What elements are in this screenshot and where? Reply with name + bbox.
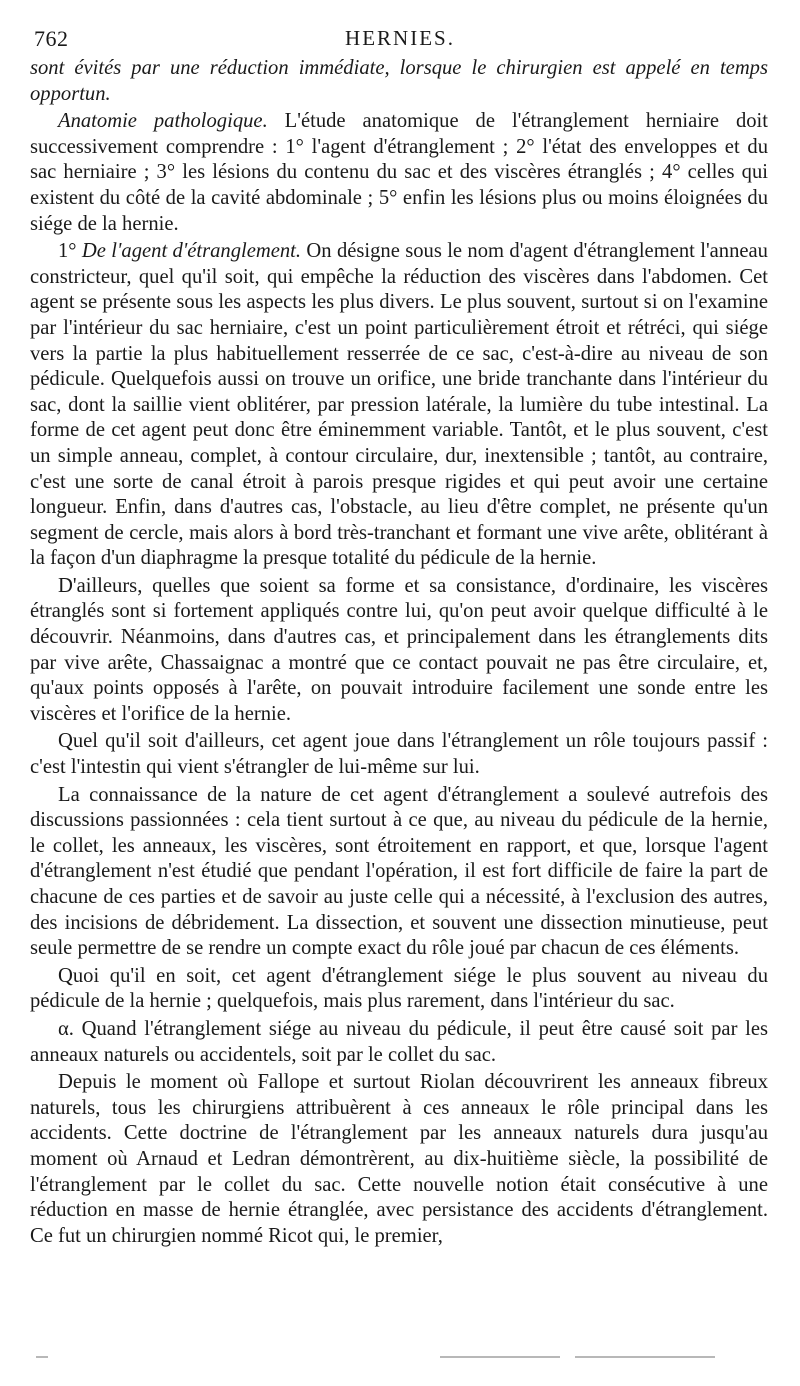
list-marker: α. <box>58 1017 74 1040</box>
paragraph: Depuis le moment où Fallope et surtout Riolan découvrirent les anneaux fibreux naturels, tous les chirurgiens attribuèrent à ces anneaux le rôle principal dans les accidents. Cette doctrine de l'étranglement par les anneaux naturels dura jusqu'au moment où Arnaud et Ledran démontrèrent, au dix-huitième siècle, la possibilité de l'étranglement par le collet du sac. Cette nouvelle notion était consécutive à une réduction en masse de hernie étranglée, avec persistance des accidents d'étranglement. Ce fut un chirurgien nommé Ricot qui, le premier, <box>30 1071 768 1247</box>
section-number: 1° <box>58 240 77 263</box>
paragraph: Quoi qu'il en soit, cet agent d'étranglement siége le plus souvent au niveau du pédicule de la hernie ; quelquefois, mais plus rarement, dans l'intérieur du sac. <box>30 964 768 1013</box>
italic-lead: sont évités par une réduction immédiate, lorsque le chirurgien est appelé en temps opportun. <box>30 57 768 105</box>
page-number: 762 <box>34 26 69 51</box>
paragraph-alpha <box>30 1017 768 1068</box>
paragraph-continuation <box>30 56 768 107</box>
paragraph-anatomie <box>30 109 768 237</box>
paragraph: D'ailleurs, quelles que soient sa forme et sa consistance, d'ordinaire, les viscères étranglés sont si fortement appliqués contre lui, qu'on peut avoir quelque difficulté à le découvrir. Néanmoins, dans d'autres cas, et principalement dans les étranglements dits par vive arête, Chassaignac a montré que ce contact pouvait ne pas être circulaire, et, qu'aux points opposés à l'arête, on pouvait introduire facilement une sonde entre les viscères et l'orifice de la hernie. <box>30 574 768 725</box>
footer-mark <box>440 1356 560 1358</box>
footer-mark <box>36 1356 48 1358</box>
paragraph: Quel qu'il soit d'ailleurs, cet agent joue dans l'étranglement un rôle toujours passif : c'est l'intestin qui vient s'étrangler de lui-même sur lui. <box>30 730 768 779</box>
paragraph-text: On désigne sous le nom d'agent d'étranglement l'anneau constricteur, quel qu'il soit, qui empêche la réduction des viscères dans l'abdomen. Cet agent se présente sous les aspects les plus divers. Le plus souvent, surtout si on l'examine par l'intérieur du sac herniaire, c'est un point particulièrement étroit et rétréci, qui siége vers la partie la plus habituellement resserrée de ce sac, c'est-à-dire au niveau de son pédicule. Quelquefois aussi on trouve un orifice, une bride tranchante dans l'intérieur du sac, dont la saillie vient oblitérer, par pression latérale, la lumière du tube intestinal. La forme de cet agent peut donc être éminemment variable. Tantôt, et le plus souvent, c'est un simple anneau, complet, à contour circulaire, dur, inextensible ; tantôt, au contraire, c'est une sorte de canal étroit à parois presque rigides et qui peut avoir une certaine longueur. Enfin, dans d'autres cas, l'obstacle, au lieu d'être complet, ne présente qu'un segment de cercle, mais alors à bord très-tranchant et formant une vive arête, oblitérant à la façon d'un diaphragme la presque totalité du pédicule de la hernie. <box>30 240 768 570</box>
paragraph-text: Quand l'étranglement siége au niveau du pédicule, il peut être causé soit par les anneaux naturels ou accidentels, soit par le collet du sac. <box>30 1017 768 1066</box>
page-header <box>30 22 770 52</box>
running-title: HERNIES. <box>345 26 455 50</box>
page-body <box>30 56 768 1251</box>
section-heading-anatomie: Anatomie pathologique. <box>58 110 268 133</box>
paragraph-agent <box>30 239 768 572</box>
footer-mark <box>575 1356 715 1358</box>
section-heading-agent: De l'agent d'étranglement. <box>76 240 302 263</box>
page-footer-smudge <box>30 1350 770 1362</box>
paragraph: La connaissance de la nature de cet agent d'étranglement a soulevé autrefois des discussions passionnées : cela tient surtout à ce que, au niveau du pédicule de la hernie, le collet, les anneaux, les viscères, sont étroitement en rapport, et que, lorsque l'agent d'étranglement n'est étudié que pendant l'opération, il est fort difficile de faire la part de chacune de ces parties et de savoir au juste celle qui a nécessité, à l'exclusion des autres, des incisions de débridement. La dissection, et souvent une dissection minutieuse, peut seule permettre de se rendre un compte exact du rôle joué par chacun de ces éléments. <box>30 783 768 960</box>
paragraph-text: L'étude anatomique de l'étranglement herniaire doit successivement comprendre : 1° l'agent d'étranglement ; 2° l'état des enveloppes et du sac herniaire ; 3° les lésions du contenu du sac et des viscères étranglés ; 4° celles qui existent du côté de la cavité abdominale ; 5° enfin les lésions plus ou moins éloignées du siége de la hernie. <box>30 110 768 235</box>
